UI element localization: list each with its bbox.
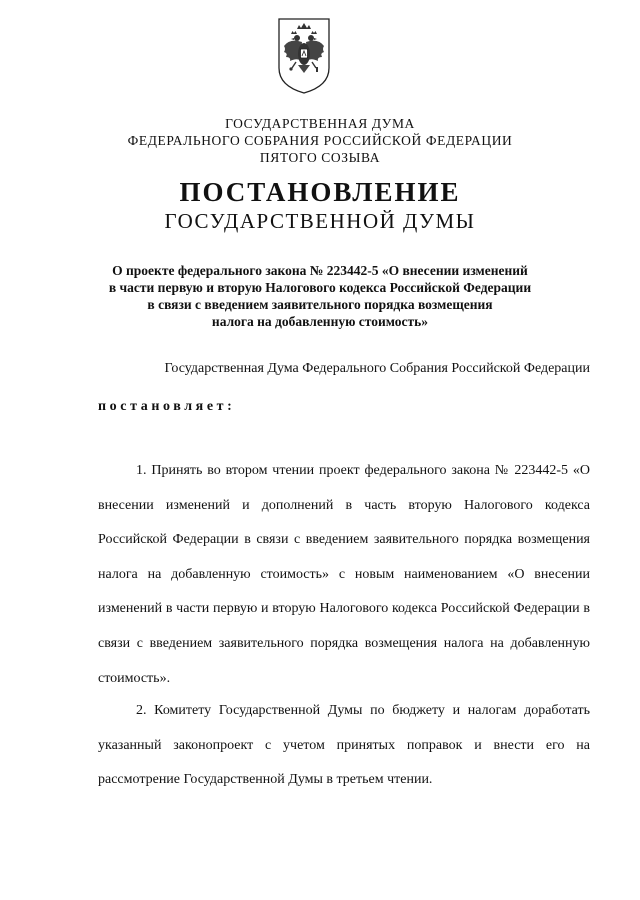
coat-of-arms-icon (276, 16, 332, 96)
paragraph-2: 2. Комитету Государственной Думы по бюджету и налогам доработать указанный законопроект с учетом принятых поправок и внести его на рассмотрение Государственной Думы в третьем чтении. (98, 703, 590, 788)
document-subtitle: ГОСУДАРСТВЕННОЙ ДУМЫ (164, 209, 476, 233)
preamble: Государственная Дума Федерального Собрания Российской Федерации (164, 361, 590, 376)
document-title: ПОСТАНОВЛЕНИЕ (179, 177, 461, 207)
org-name-line-2: ФЕДЕРАЛЬНОГО СОБРАНИЯ РОССИЙСКОЙ ФЕДЕРАЦИИ (127, 133, 513, 148)
paragraph-1: 1. Принять во втором чтении проект федерального закона № 223442-5 «О внесении изменений и дополнений в часть вторую Налогового кодекса Российской Федерации в связи с введением заявительного порядка возмещения налога на добавленную стоимость» с новым наименованием «О внесении изменений в части первую и вторую Налогового кодекса Российской Федерации в связи с введением заявительного порядка возмещения налога на добавленную стоимость». (98, 463, 590, 686)
org-name-line-1: ГОСУДАРСТВЕННАЯ ДУМА (225, 116, 415, 131)
heading-line: в части первую и вторую Налогового кодекса Российской Федерации (108, 280, 532, 295)
heading-line: в связи с введением заявительного порядка возмещения (147, 297, 493, 312)
decree-word: постановляет: (98, 399, 236, 414)
heading-line: налога на добавленную стоимость» (211, 314, 429, 329)
resolution-heading (100, 262, 540, 330)
convocation-line: ПЯТОГО СОЗЫВА (259, 150, 381, 165)
heading-line: О проекте федерального закона № 223442-5 «О внесении изменений (112, 263, 528, 278)
